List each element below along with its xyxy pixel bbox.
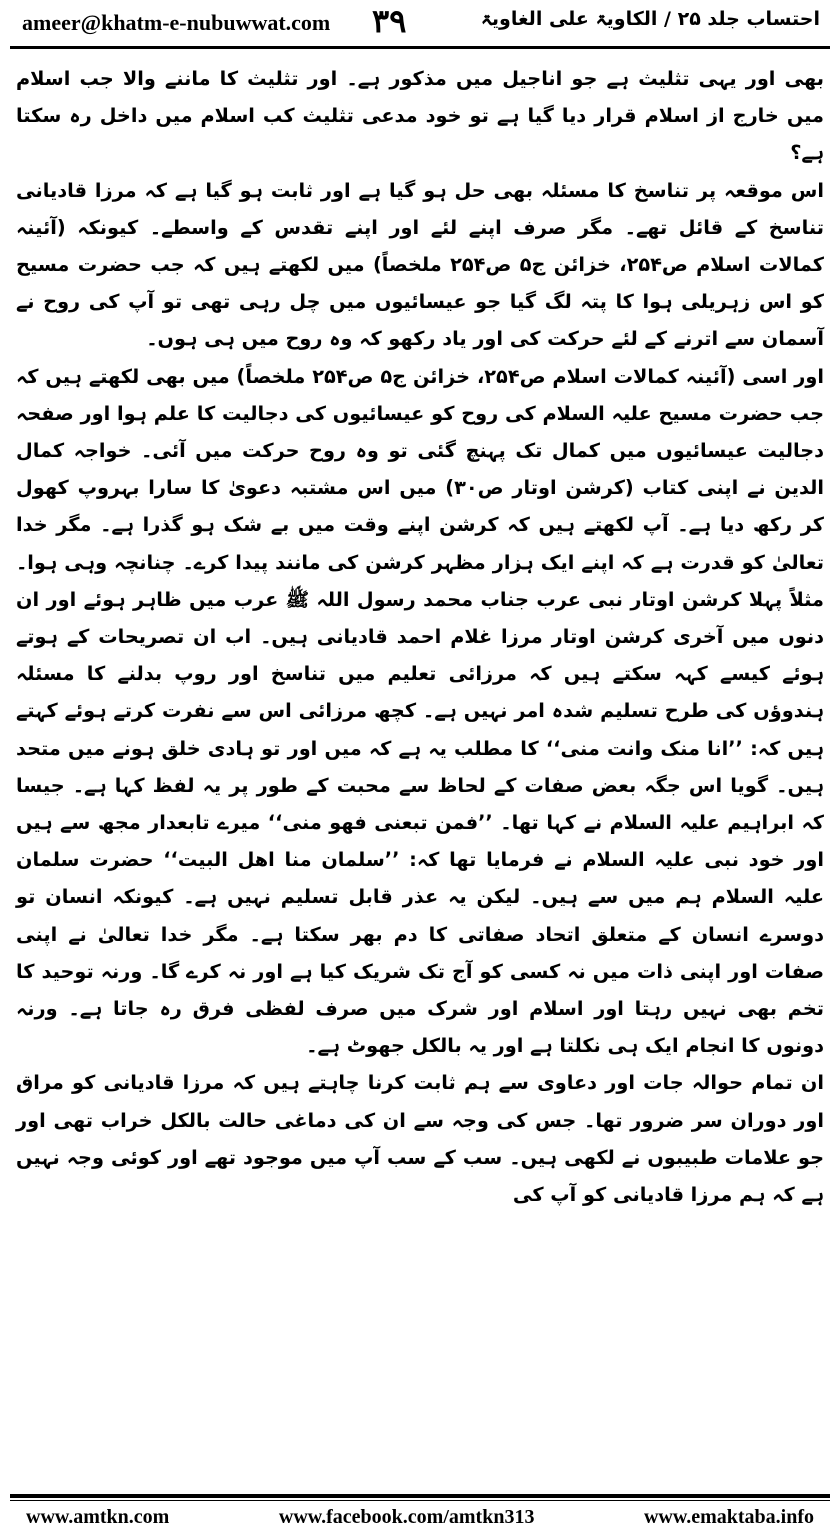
header-divider — [10, 46, 830, 49]
paragraph: اور اسی (آئینہ کمالات اسلام ص۲۵۴، خزائن ج۵ ص۲۵۴ ملخصاً) میں بھی لکھتے ہیں کہ جب حضرت مسیح علیہ السلام کی روح کو عیسائیوں کی دجالیت کا علم ہوا اور صفحہ دجالیت عیسائیوں میں کمال تک پہنچ گئی تو وہ روح حرکت میں آئی۔ خواجہ کمال الدین نے اپنی کتاب (کرشن اوتار ص۳۰) میں اس مشتبہ دعویٰ کا سارا بہروپ کھول کر رکھ دیا ہے۔ آپ لکھتے ہیں کہ کرشن اپنے وقت میں بے شک ہو گذرا ہے۔ مگر خدا تعالیٰ کو قدرت ہے کہ اپنے ایک ہزار مظہر کرشن کی مانند پیدا کرے۔ چنانچہ وہی ہوا۔ مثلاً پہلا کرشن اوتار نبی عرب جناب محمد رسول اللہ ﷺ عرب میں ظاہر ہوئے اور ان دنوں میں آخری کرشن اوتار مرزا غلام احمد قادیانی ہیں۔ اب ان تصریحات کے ہوتے ہوئے کیسے کہہ سکتے ہیں کہ مرزائی تعلیم میں تناسخ اور روپ بدلنے کا مسئلہ ہندوؤں کی طرح تسلیم شدہ امر نہیں ہے۔ کچھ مرزائی اس سے نفرت کرتے ہوئے کہتے ہیں کہ: ’’انا منک وانت منی‘‘ کا مطلب یہ ہے کہ میں اور تو ہادی خلق ہونے میں متحد ہیں۔ گویا اس جگہ بعض صفات کے لحاظ سے محبت کے طور پر یہ لفظ کہا ہے۔ جیسا کہ ابراہیم علیہ السلام نے کہا تھا۔ ’’فمن تبعنی فھو منی‘‘ میرے تابعدار مجھ سے ہیں اور خود نبی علیہ السلام نے فرمایا تھا کہ: ’’سلمان منا اھل البیت‘‘ حضرت سلمان علیہ السلام ہم میں سے ہیں۔ لیکن یہ عذر قابل تسلیم نہیں ہے۔ کیونکہ انسان تو دوسرے انسان کے متعلق اتحاد صفاتی کا دم بھر سکتا ہے۔ مگر خدا تعالیٰ نے اپنی صفات اور اپنی ذات میں نہ کسی کو آج تک شریک کیا ہے اور نہ کرے گا۔ ورنہ توحید کا تخم بھی نہیں رہتا اور اسلام اور شرک میں صرف لفظی فرق رہ جاتا ہے۔ ورنہ دونوں کا انجام ایک ہی نکلتا ہے اور یہ بالکل جھوٹ ہے۔ — [16, 364, 824, 1058]
footer-divider — [10, 1494, 830, 1498]
paragraph: بھی اور یہی تثلیث ہے جو اناجیل میں مذکور ہے۔ اور تثلیث کا ماننے والا جب اسلام میں خارج از اسلام قرار دیا گیا ہے تو خود مدعی تثلیث کب اسلام میں داخل رہ سکتا ہے؟ — [16, 67, 824, 165]
footer-link-website[interactable]: www.amtkn.com — [26, 1506, 170, 1528]
header-email: ameer@khatm-e-nubuwwat.com — [22, 10, 331, 35]
book-title: احتساب جلد ۲۵ / الکاویۃ علی الغاویۃ — [480, 8, 820, 30]
footer-link-emaktaba[interactable]: www.emaktaba.info — [643, 1506, 814, 1528]
page-number: ۳۹ — [372, 2, 407, 40]
page-header — [0, 0, 840, 48]
footer-links — [10, 1501, 830, 1529]
footer-link-facebook[interactable]: www.facebook.com/amtkn313 — [278, 1506, 535, 1528]
page-body — [16, 60, 824, 1213]
page-footer — [10, 1494, 830, 1534]
paragraph: اس موقعہ پر تناسخ کا مسئلہ بھی حل ہو گیا ہے اور ثابت ہو گیا ہے کہ مرزا قادیانی تناسخ کے قائل تھے۔ مگر صرف اپنے لئے اور اپنے تقدس کے واسطے۔ کیونکہ (آئینہ کمالات اسلام ص۲۵۴، خزائن ج۵ ص۲۵۴ ملخصاً) میں لکھتے ہیں کہ جب حضرت مسیح کو اس زہریلی ہوا کا پتہ لگ گیا جو عیسائیوں میں چل رہی تھی تو آپ کی روح نے آسمان سے اترنے کے لئے حرکت کی اور یاد رکھو کہ وہ روح میں ہی ہوں۔ — [16, 178, 824, 351]
paragraph: ان تمام حوالہ جات اور دعاوی سے ہم ثابت کرنا چاہتے ہیں کہ مرزا قادیانی کو مراق اور دوران سر ضرور تھا۔ جس کی وجہ سے ان کی دماغی حالت بالکل خراب تھی اور جو علامات طبیبوں نے لکھی ہیں۔ سب کے سب آپ میں موجود تھے اور کوئی وجہ نہیں ہے کہ ہم مرزا قادیانی کو آپ کی — [16, 1071, 824, 1207]
